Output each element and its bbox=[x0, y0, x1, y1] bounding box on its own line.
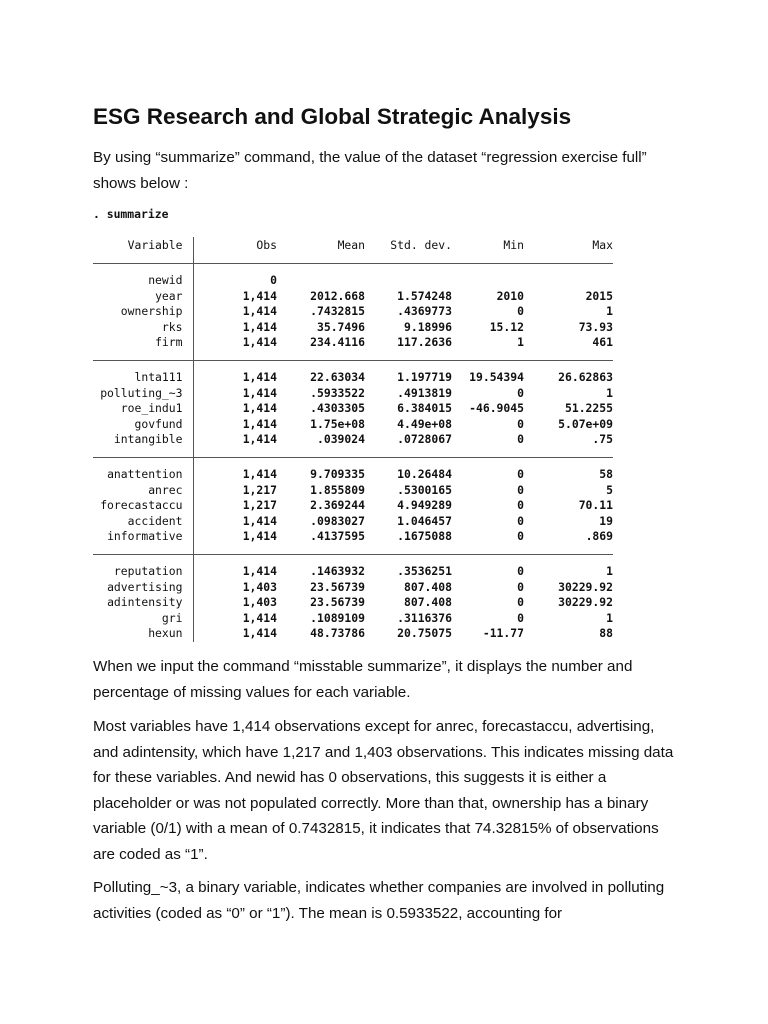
stat-value bbox=[277, 273, 365, 289]
stat-value: 19.54394 bbox=[469, 369, 524, 384]
stat-value: 117.2636 bbox=[397, 335, 452, 350]
observations-paragraph: Most variables have 1,414 observations except for anrec, forecastaccu, advertising, and adintensity, which have 1,217 and 1,403 observations. This indicates missing data for these variables. And newid has 0 observations, this suggests it is either a placeholder or was not populated correctly. More than that, ownership has a binary variable (0/1) with a mean of 0.7432815, it indicates that 74.32815% of observations are coded as “1”. bbox=[93, 718, 674, 863]
stat-value: 0 bbox=[517, 304, 524, 319]
table-row bbox=[93, 289, 613, 305]
stat-value: 0 bbox=[517, 466, 524, 481]
stat-value: .4369773 bbox=[397, 304, 452, 319]
stat-value: 0 bbox=[517, 385, 524, 400]
stat-value: 1 bbox=[606, 304, 613, 319]
column-header: Obs bbox=[256, 237, 277, 252]
stat-value: 2015 bbox=[585, 288, 613, 303]
stat-value: 1,414 bbox=[242, 432, 277, 447]
stat-value: .5300165 bbox=[397, 482, 452, 497]
variable-name: informative bbox=[93, 529, 193, 545]
variable-name: roe_indu1 bbox=[93, 401, 193, 417]
stat-value: 1.197719 bbox=[397, 369, 452, 384]
page-title: ESG Research and Global Strategic Analysis bbox=[93, 104, 572, 129]
stat-value: 1,414 bbox=[242, 401, 277, 416]
variable-name: newid bbox=[93, 273, 193, 289]
column-header: Mean bbox=[337, 237, 365, 252]
stat-value: 1,414 bbox=[242, 319, 277, 334]
table-row bbox=[93, 320, 613, 336]
table-divider bbox=[93, 457, 613, 467]
table-row bbox=[93, 564, 613, 580]
stata-command: . summarize bbox=[93, 207, 169, 221]
variable-name: year bbox=[93, 289, 193, 305]
stat-value: 1 bbox=[517, 335, 524, 350]
stat-value: .1089109 bbox=[310, 610, 365, 625]
stat-value: 1 bbox=[606, 385, 613, 400]
stat-value: .75 bbox=[592, 432, 613, 447]
stat-value: 5.07e+09 bbox=[558, 416, 613, 431]
stat-value: 26.62863 bbox=[558, 369, 613, 384]
stat-value: 0 bbox=[270, 273, 277, 287]
stat-value: .7432815 bbox=[310, 304, 365, 319]
stat-value: 0 bbox=[517, 563, 524, 578]
table-divider bbox=[93, 264, 613, 274]
stat-value: 2012.668 bbox=[310, 288, 365, 303]
stat-value: 73.93 bbox=[578, 319, 613, 334]
stat-value: 35.7496 bbox=[316, 319, 365, 334]
stat-value: 30229.92 bbox=[558, 579, 613, 594]
variable-name: polluting_~3 bbox=[93, 386, 193, 402]
stat-value: 9.709335 bbox=[310, 466, 365, 481]
polluting-paragraph: Polluting_~3, a binary variable, indicates whether companies are involved in polluting activities (coded as “0” or “1”). The mean is 0.5933522, accounting for bbox=[93, 879, 665, 922]
table-divider bbox=[93, 351, 613, 361]
table-divider bbox=[93, 254, 613, 264]
stat-value: 1,403 bbox=[242, 579, 277, 594]
stat-value: .4303305 bbox=[310, 401, 365, 416]
stat-value: 48.73786 bbox=[310, 626, 365, 641]
variable-name: anrec bbox=[93, 483, 193, 499]
variable-name: accident bbox=[93, 514, 193, 530]
stat-value: .0728067 bbox=[397, 432, 452, 447]
stat-value: .0983027 bbox=[310, 513, 365, 528]
stat-value: 1.574248 bbox=[397, 288, 452, 303]
stat-value: 1,217 bbox=[242, 482, 277, 497]
stat-value: 1,414 bbox=[242, 369, 277, 384]
stat-value: .3536251 bbox=[397, 563, 452, 578]
variable-name: reputation bbox=[93, 564, 193, 580]
stat-value: 1,414 bbox=[242, 416, 277, 431]
stat-value: 1,414 bbox=[242, 304, 277, 319]
stat-value: .5933522 bbox=[310, 385, 365, 400]
stat-value: 4.49e+08 bbox=[397, 416, 452, 431]
stat-value: 0 bbox=[517, 498, 524, 513]
stat-value: 6.384015 bbox=[397, 401, 452, 416]
table-row bbox=[93, 273, 613, 289]
table-row bbox=[93, 514, 613, 530]
summary-stats-table bbox=[93, 237, 613, 642]
stat-value: 10.26484 bbox=[397, 466, 452, 481]
stat-value: 22.63034 bbox=[310, 369, 365, 384]
stat-value: .1675088 bbox=[397, 529, 452, 544]
stat-value: 0 bbox=[517, 595, 524, 610]
table-row bbox=[93, 401, 613, 417]
stat-value: 58 bbox=[599, 466, 613, 481]
stat-value: 1,414 bbox=[242, 335, 277, 350]
stat-value: 88 bbox=[599, 626, 613, 641]
stat-value: 234.4116 bbox=[310, 335, 365, 350]
table-divider bbox=[93, 554, 613, 564]
stat-value: 4.949289 bbox=[397, 498, 452, 513]
table-divider bbox=[93, 545, 613, 555]
stat-value bbox=[365, 273, 452, 289]
stat-value: 1.046457 bbox=[397, 513, 452, 528]
stat-value: -11.77 bbox=[482, 626, 524, 641]
stat-value: 1,217 bbox=[242, 498, 277, 513]
variable-name: forecastaccu bbox=[93, 498, 193, 514]
stat-value: .1463932 bbox=[310, 563, 365, 578]
stat-value: 2.369244 bbox=[310, 498, 365, 513]
table-row bbox=[93, 595, 613, 611]
table-divider bbox=[93, 360, 613, 370]
stat-value: 1.75e+08 bbox=[310, 416, 365, 431]
stat-value: 0 bbox=[517, 513, 524, 528]
stata-summarize-output bbox=[93, 207, 615, 641]
table-row bbox=[93, 417, 613, 433]
column-header: Std. dev. bbox=[390, 237, 452, 252]
stat-value: 1,414 bbox=[242, 563, 277, 578]
variable-name: lnta111 bbox=[93, 370, 193, 386]
variable-name: hexun bbox=[93, 626, 193, 642]
stat-value: 20.75075 bbox=[397, 626, 452, 641]
stat-value: 0 bbox=[517, 482, 524, 497]
variable-name: govfund bbox=[93, 417, 193, 433]
table-divider bbox=[93, 448, 613, 458]
stat-value: .869 bbox=[585, 529, 613, 544]
stat-value: 807.408 bbox=[403, 595, 452, 610]
variable-name: advertising bbox=[93, 580, 193, 596]
stat-value: 9.18996 bbox=[403, 319, 452, 334]
variable-name: intangible bbox=[93, 432, 193, 448]
table-row bbox=[93, 432, 613, 448]
table-row bbox=[93, 386, 613, 402]
stat-value: 1 bbox=[606, 563, 613, 578]
stat-value: 23.56739 bbox=[310, 595, 365, 610]
stat-value: -46.9045 bbox=[469, 401, 524, 416]
table-row bbox=[93, 335, 613, 351]
misstable-paragraph: When we input the command “misstable summarize”, it displays the number and percentage of missing values for each variable. bbox=[93, 658, 633, 701]
stat-value: 0 bbox=[517, 416, 524, 431]
variable-name: anattention bbox=[93, 467, 193, 483]
stat-value: 70.11 bbox=[578, 498, 613, 513]
stat-value: 1,414 bbox=[242, 610, 277, 625]
stat-value: 807.408 bbox=[403, 579, 452, 594]
intro-paragraph: By using “summarize” command, the value of the dataset “regression exercise full” shows below : bbox=[93, 149, 647, 192]
table-row bbox=[93, 626, 613, 642]
stat-value bbox=[452, 273, 524, 289]
stat-value: 1,403 bbox=[242, 595, 277, 610]
stat-value: 2010 bbox=[496, 288, 524, 303]
stat-value: 1,414 bbox=[242, 529, 277, 544]
stat-value: 5 bbox=[606, 482, 613, 497]
stat-value: 1,414 bbox=[242, 626, 277, 641]
stat-value: .3116376 bbox=[397, 610, 452, 625]
variable-name: gri bbox=[93, 611, 193, 627]
stat-value: 1.855809 bbox=[310, 482, 365, 497]
variable-name: adintensity bbox=[93, 595, 193, 611]
stat-value: 0 bbox=[517, 610, 524, 625]
stat-value bbox=[524, 273, 613, 289]
stat-value: 1,414 bbox=[242, 385, 277, 400]
stat-value: 1,414 bbox=[242, 288, 277, 303]
variable-name: rks bbox=[93, 320, 193, 336]
table-row bbox=[93, 498, 613, 514]
table-row bbox=[93, 529, 613, 545]
stat-value: 1 bbox=[606, 610, 613, 625]
stat-value: 0 bbox=[517, 432, 524, 447]
stat-value: 19 bbox=[599, 513, 613, 528]
stat-value: .4137595 bbox=[310, 529, 365, 544]
stat-value: 1,414 bbox=[242, 466, 277, 481]
table-header-row bbox=[93, 237, 613, 254]
column-header: Variable bbox=[93, 237, 193, 254]
variable-name: firm bbox=[93, 335, 193, 351]
stat-value: 0 bbox=[517, 579, 524, 594]
variable-name: ownership bbox=[93, 304, 193, 320]
stat-value: 1,414 bbox=[242, 513, 277, 528]
stat-value: 461 bbox=[592, 335, 613, 350]
table-row bbox=[93, 467, 613, 483]
column-header: Max bbox=[592, 237, 613, 252]
table-row bbox=[93, 611, 613, 627]
stat-value: 15.12 bbox=[489, 319, 524, 334]
stat-value: 30229.92 bbox=[558, 595, 613, 610]
table-row bbox=[93, 580, 613, 596]
stat-value: 0 bbox=[517, 529, 524, 544]
table-row bbox=[93, 483, 613, 499]
stat-value: 51.2255 bbox=[564, 401, 613, 416]
table-row bbox=[93, 304, 613, 320]
stat-value: 23.56739 bbox=[310, 579, 365, 594]
table-row bbox=[93, 370, 613, 386]
stat-value: .4913819 bbox=[397, 385, 452, 400]
stat-value: .039024 bbox=[316, 432, 365, 447]
column-header: Min bbox=[503, 237, 524, 252]
